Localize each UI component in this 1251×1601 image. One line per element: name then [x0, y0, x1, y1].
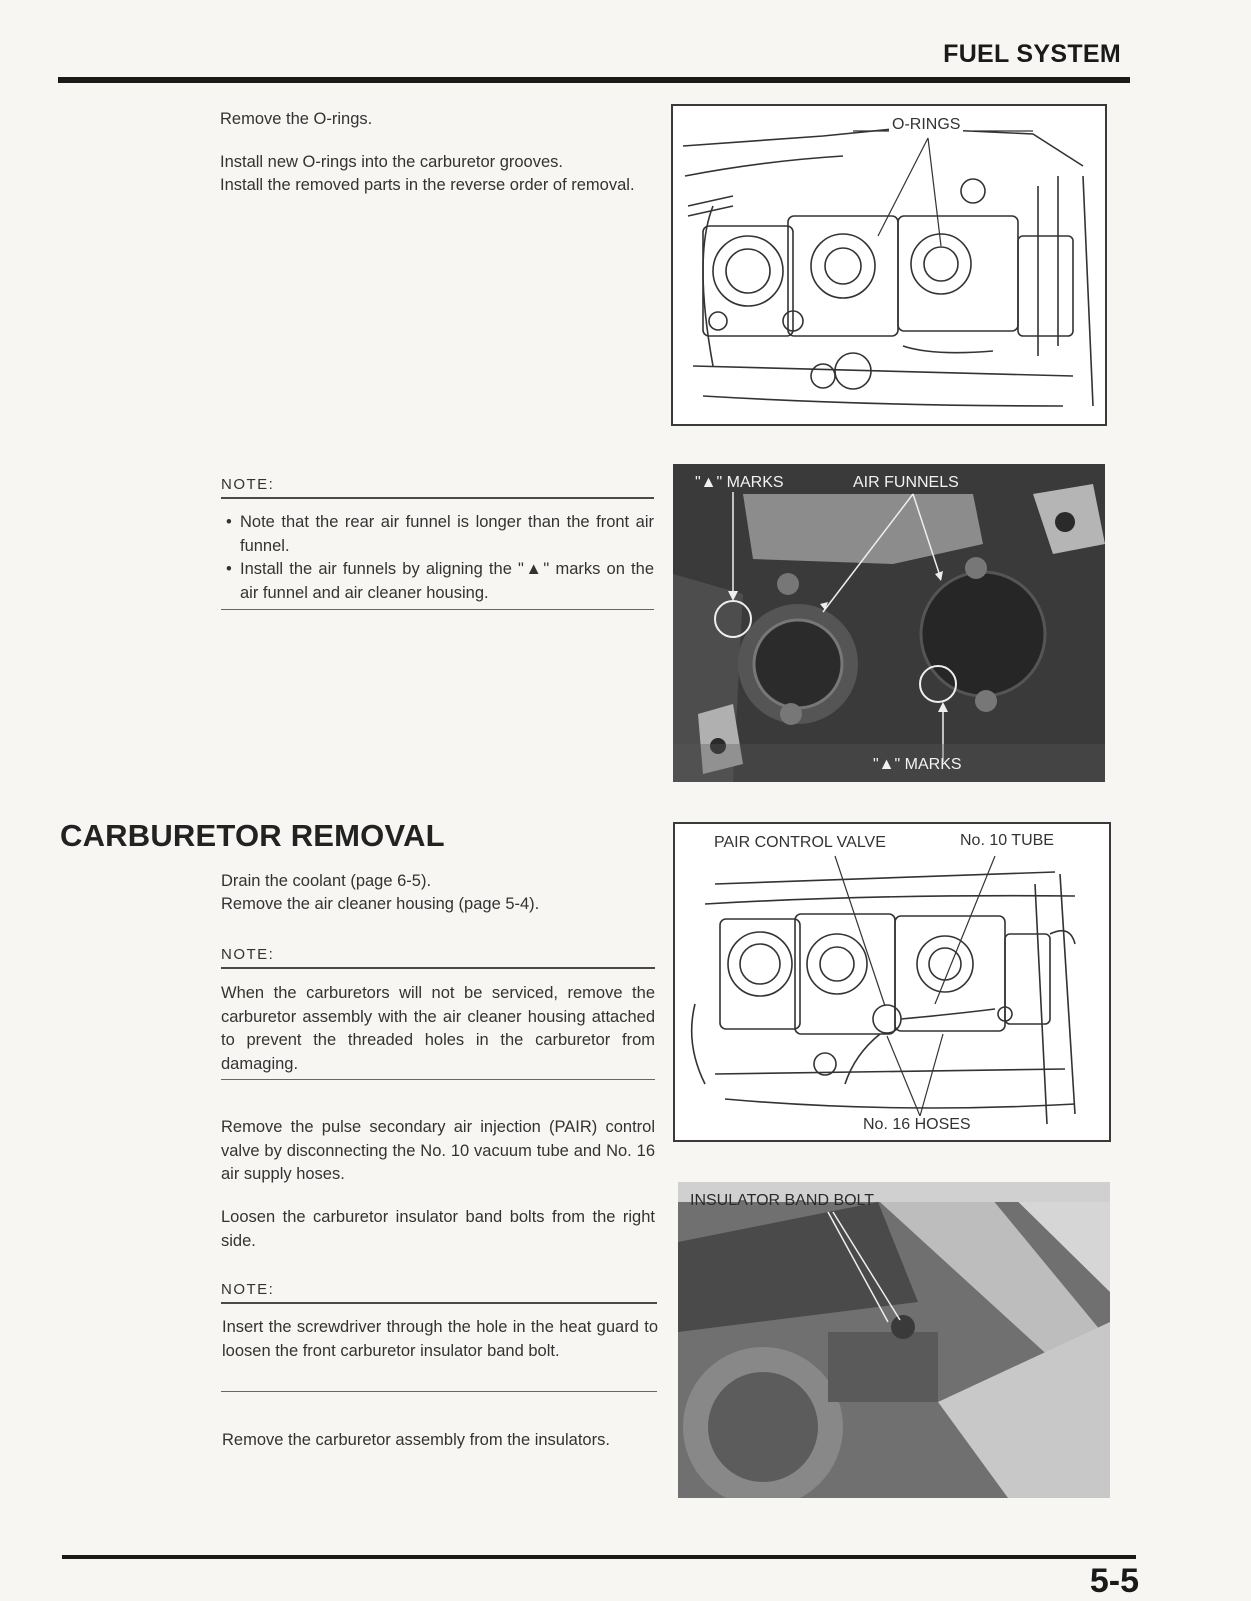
air-funnels-image [673, 464, 1105, 782]
note-rule-bottom [221, 1391, 657, 1392]
pair-valve-figure [673, 822, 1111, 1142]
orings-drawing [673, 106, 1105, 424]
funnel-note-list [222, 511, 654, 605]
page-number: 5-5 [1089, 1562, 1139, 1600]
pair-valve-callout: PAIR CONTROL VALVE [711, 834, 889, 852]
install-orings-text: Install new O-rings into the carburetor grooves. [220, 153, 563, 171]
note-label-service: NOTE: [221, 946, 275, 963]
remove-housing-text: Remove the air cleaner housing (page 5-4). [221, 895, 540, 913]
pair-valve-drawing [675, 824, 1109, 1140]
no10-tube-callout: No. 10 TUBE [957, 832, 1057, 850]
note-label-screwdriver: NOTE: [221, 1281, 275, 1298]
insulator-band-bolt-callout: INSULATOR BAND BOLT [690, 1192, 875, 1209]
remove-pair-valve-text: Remove the pulse secondary air injection (PAIR) control valve by disconnecting the No. 10 vacuum tube and No. 16 air supply hoses. [221, 1118, 655, 1183]
note-rule-top [221, 967, 655, 969]
footer-rule [62, 1555, 1136, 1559]
carburetor-removal-heading: CARBURETOR REMOVAL [60, 818, 445, 853]
install-reverse-text: Install the removed parts in the reverse order of removal. [220, 176, 635, 194]
drain-coolant-text: Drain the coolant (page 6-5). [221, 872, 432, 890]
header-rule [58, 77, 1130, 83]
remove-orings-text: Remove the O-rings. [220, 110, 373, 128]
note-label-funnels: NOTE: [221, 476, 275, 493]
note-rule-bottom [221, 609, 654, 610]
marks-callout-top: "▲" MARKS [695, 474, 784, 491]
screwdriver-note-text: Insert the screwdriver through the hole in the heat guard to loosen the front carburetor insulator band bolt. [222, 1318, 658, 1360]
note-rule-bottom [221, 1079, 655, 1080]
insulator-photo [678, 1182, 1110, 1498]
note-rule-top [221, 497, 654, 499]
section-header: FUEL SYSTEM [943, 40, 1121, 68]
insulator-image [678, 1182, 1110, 1498]
air-funnels-callout: AIR FUNNELS [853, 474, 959, 491]
service-note-text: When the carburetors will not be serviced, remove the carburetor assembly with the air cleaner housing attached to prevent the threaded holes in the carburetor from damaging. [221, 984, 655, 1073]
orings-callout: O-RINGS [889, 116, 963, 134]
no16-hoses-callout: No. 16 HOSES [860, 1116, 974, 1134]
loosen-bolts-text: Loosen the carburetor insulator band bolts from the right side. [221, 1208, 655, 1250]
note-rule-top [221, 1302, 657, 1304]
orings-figure [671, 104, 1107, 426]
funnel-note-item: • Install the air funnels by aligning the "▲" marks on the air funnel and air cleaner housing. [226, 560, 654, 602]
marks-callout-bottom: "▲" MARKS [873, 756, 962, 773]
funnel-note-item: • Note that the rear air funnel is longer than the front air funnel. [226, 513, 654, 555]
remove-assembly-text: Remove the carburetor assembly from the insulators. [222, 1431, 610, 1449]
air-funnels-photo [673, 464, 1105, 782]
